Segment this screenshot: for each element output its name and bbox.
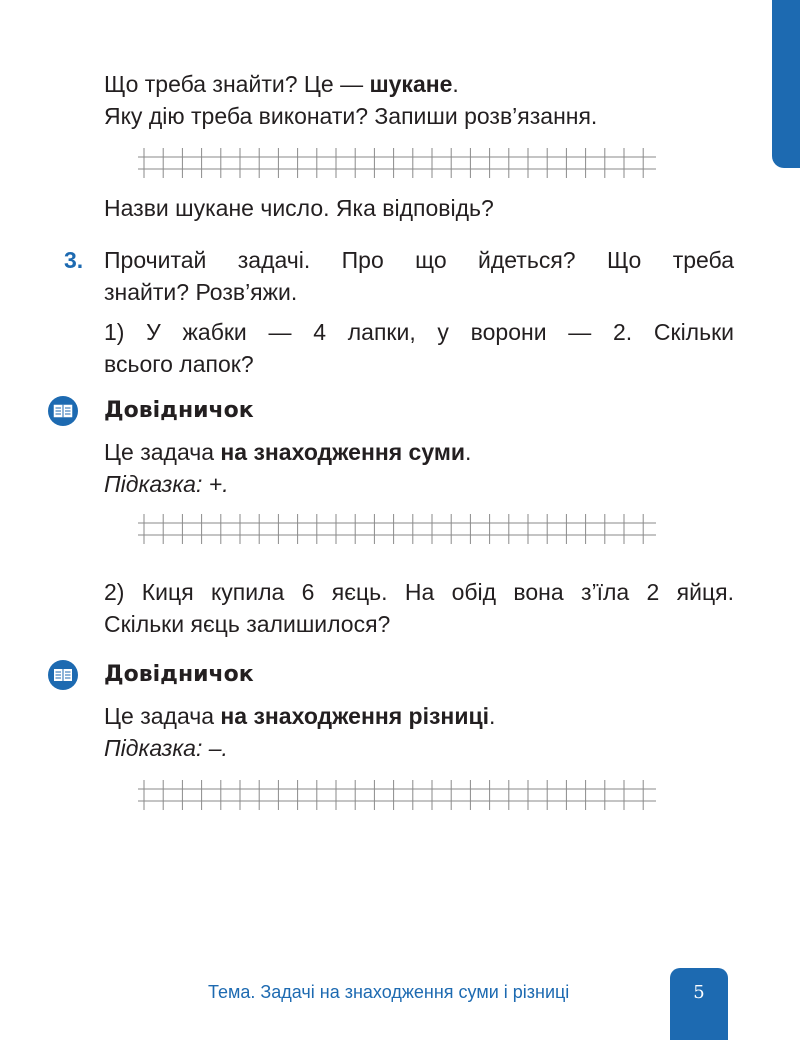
intro-keyword: шукане — [369, 71, 453, 97]
hint-2-prefix: Це задача — [104, 703, 221, 729]
hint-2-label: Підказка: –. — [104, 735, 228, 761]
hint-1-line — [104, 436, 734, 468]
task-number: 3. — [64, 247, 84, 273]
hint-1-label: Підказка: +. — [104, 471, 229, 497]
problem-2 — [104, 576, 734, 640]
book-icon — [48, 660, 78, 690]
task3-line-2: знайти? Розв’яжи. — [104, 279, 298, 305]
task3-line-1: Прочитай задачі. Про що йдеться? Що треба — [104, 247, 734, 273]
intro-line-1-end: . — [452, 71, 459, 97]
task3-text — [104, 244, 734, 308]
answer-grid-2[interactable] — [138, 512, 656, 546]
intro-line-2: Яку дію треба виконати? Запиши розв’язання. — [104, 103, 598, 129]
problem-1-line-2: всього лапок? — [104, 351, 254, 377]
problem-2-line-2: Скільки яєць залишилося? — [104, 611, 391, 637]
hint-2-keyword: на знаходження різниці — [220, 703, 489, 729]
hint-2-suffix: . — [488, 703, 496, 729]
problem-1-line-1: 1) У жабки — 4 лапки, у ворони — 2. Скільки — [104, 319, 734, 345]
intro-block — [104, 68, 734, 132]
hint-2-body — [104, 700, 734, 764]
problem-1 — [104, 316, 734, 380]
hint-1-title: Довідничок — [104, 398, 254, 423]
problem-2-line-1: 2) Киця купила 6 яєць. На обід вона з’їла 2 яйця. — [104, 579, 734, 605]
hint-1-body — [104, 436, 734, 500]
side-tab — [772, 0, 800, 168]
intro-question — [104, 192, 734, 224]
page-number: 5 — [670, 968, 728, 1040]
footer-topic: Тема. Задачі на знаходження суми і різниці — [208, 982, 570, 1002]
answer-grid-3[interactable] — [138, 778, 656, 812]
book-icon — [48, 396, 78, 426]
hint-1-prefix: Це задача — [104, 439, 221, 465]
hint-1-suffix: . — [464, 439, 472, 465]
hint-2-line — [104, 700, 734, 732]
hint-1-keyword: на знаходження суми — [220, 439, 465, 465]
answer-grid-1[interactable] — [138, 146, 656, 180]
intro-line-3: Назви шукане число. Яка відповідь? — [104, 195, 494, 221]
hint-2-title: Довідничок — [104, 662, 254, 687]
intro-line-1-text: Що треба знайти? Це — — [104, 71, 370, 97]
intro-line-1 — [104, 68, 734, 100]
